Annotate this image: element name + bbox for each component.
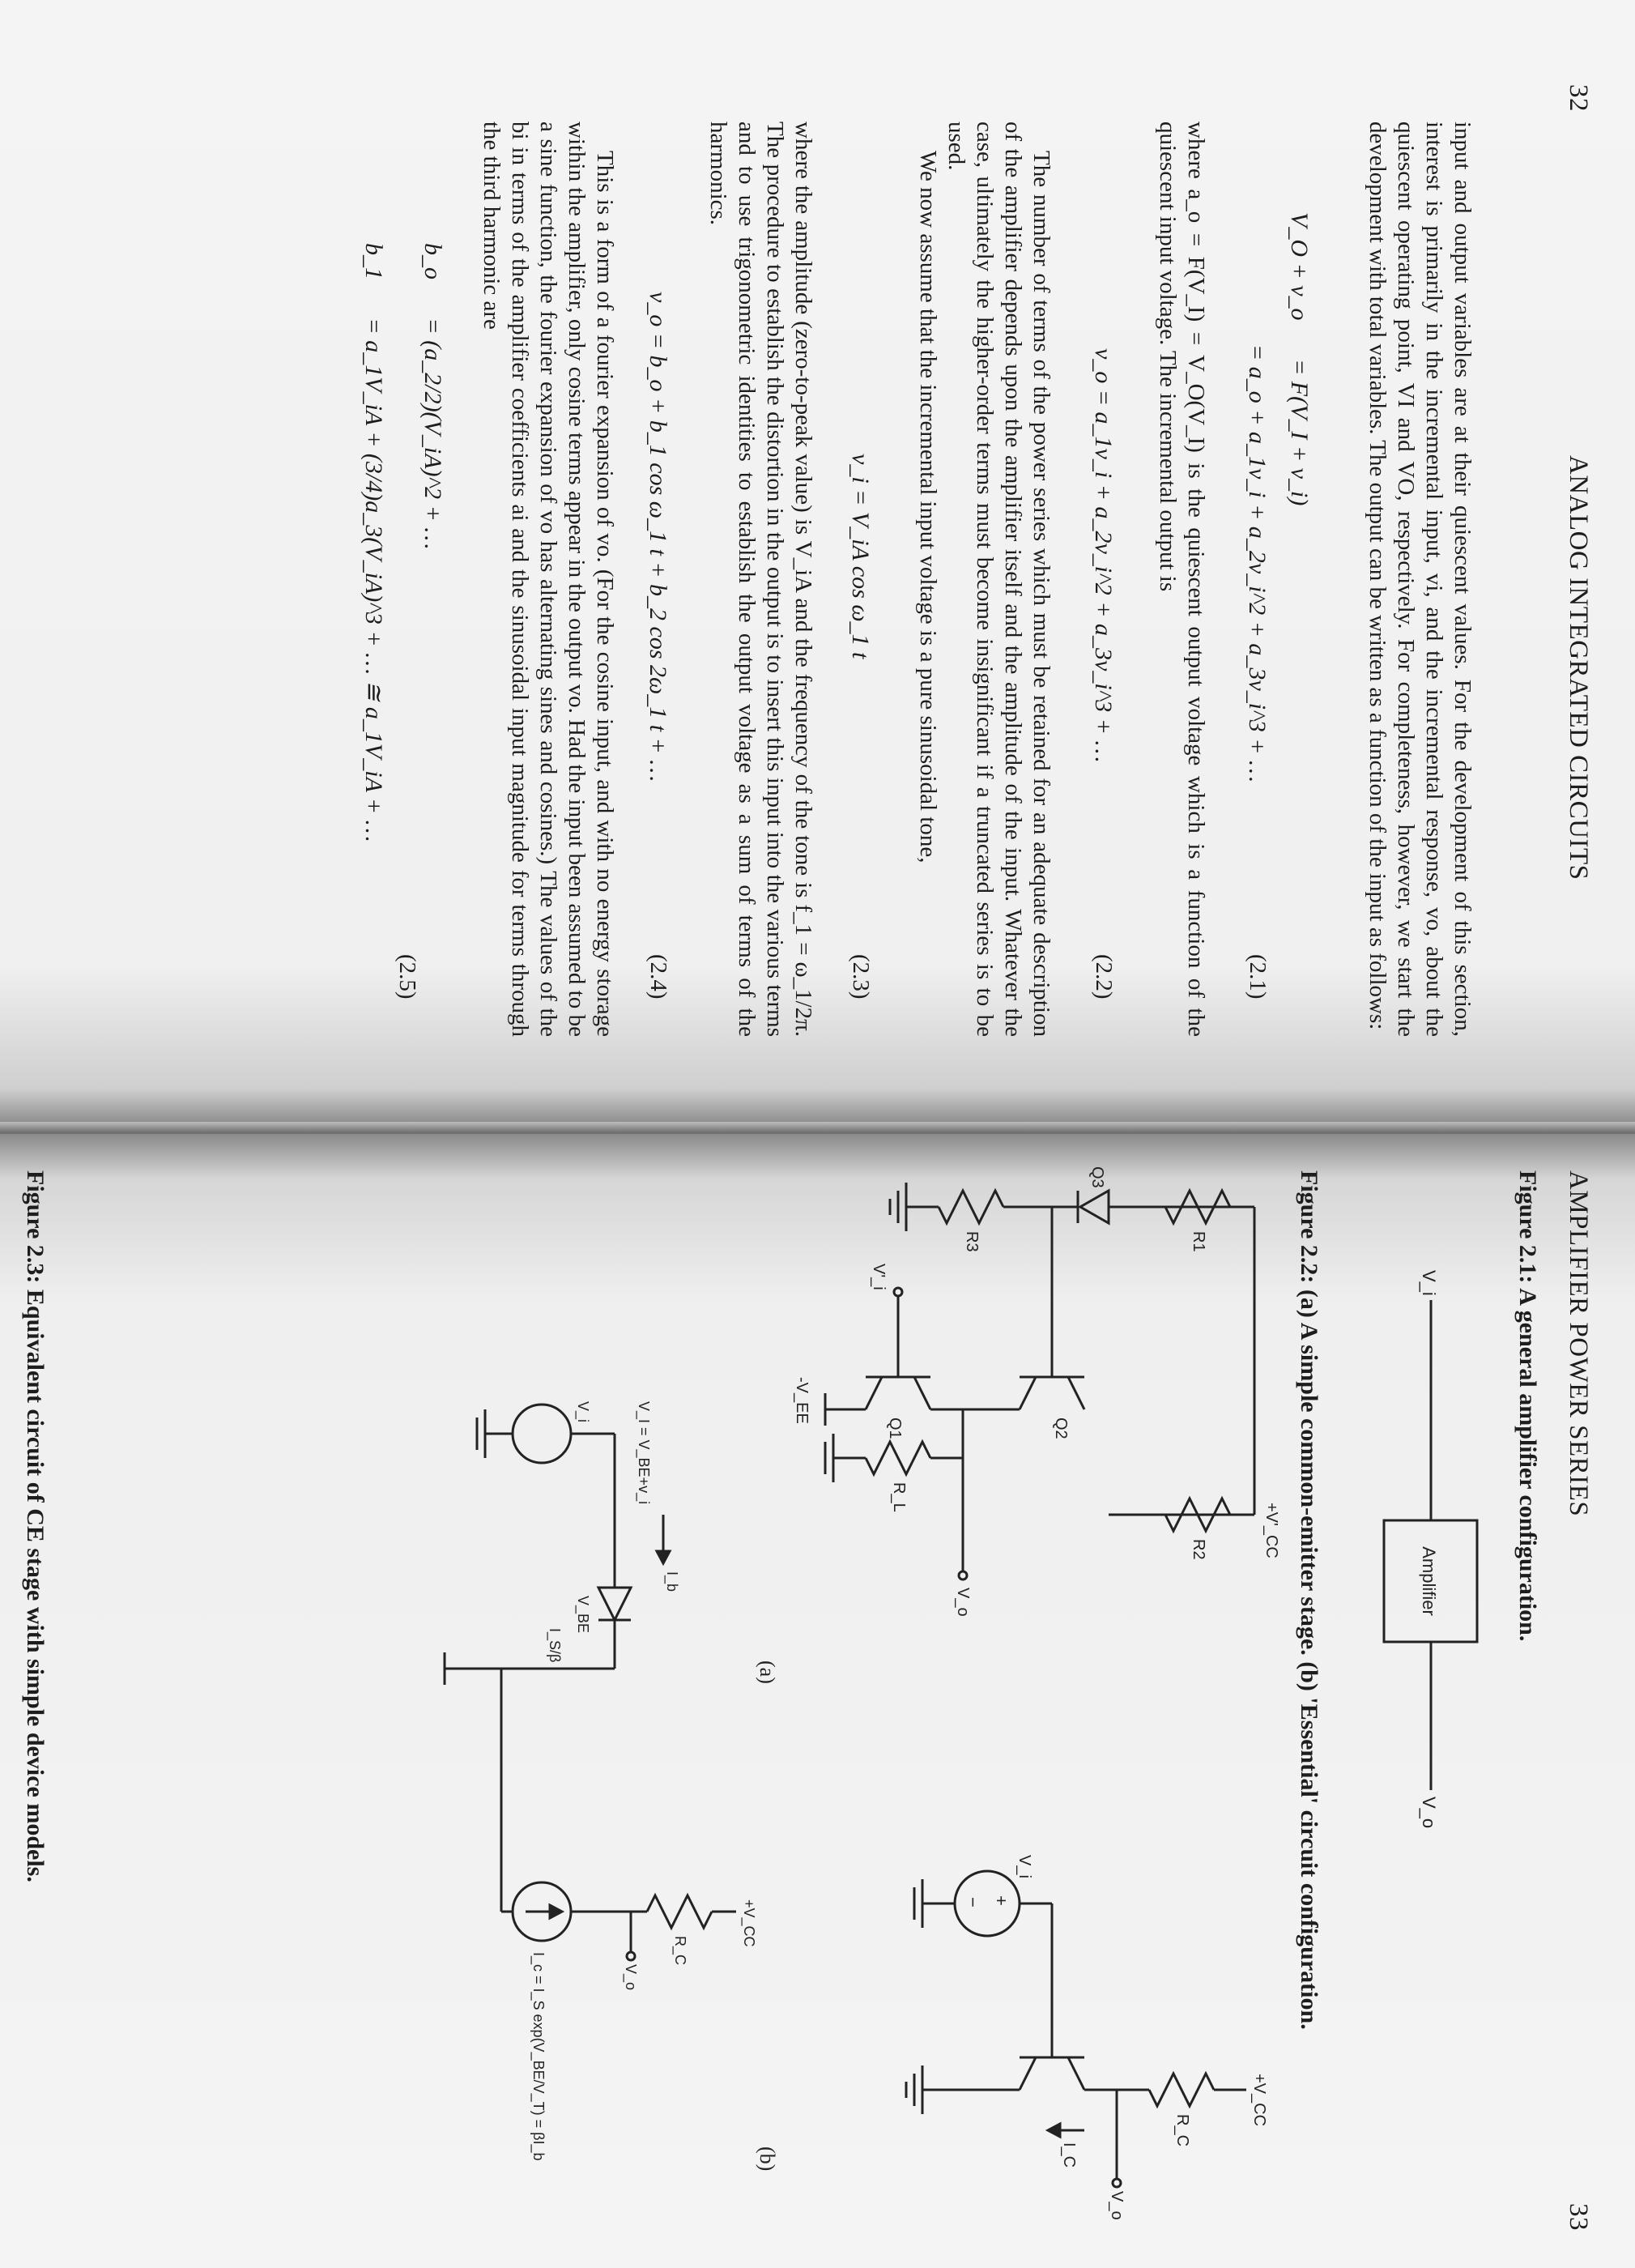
equation-2-5-line2 bbox=[360, 243, 388, 842]
equation-number-2-5: (2.5) bbox=[394, 954, 420, 1000]
fig3-label-is-beta: I_S/β bbox=[547, 1628, 563, 1663]
eq-2-1-lhs: V_O + v_o bbox=[1286, 212, 1313, 321]
fig2a-q3-diode bbox=[1080, 1191, 1109, 1223]
fig3-label-vcc: +V_CC bbox=[741, 1899, 757, 1947]
paragraph-1 bbox=[1363, 122, 1476, 1037]
fig2b-label-vcc: +V_CC bbox=[1250, 2074, 1268, 2127]
paragraph-5-text: where the amplitude (zero-to-peak value) is V_iA and the frequency of the tone is f_1 = ω_1/2π. The procedure to establish the distortion in the output is to insert this input into the various terms and to use trigonometric identities to establish the output voltage as a sum of terms of the harmonics. bbox=[705, 122, 816, 1037]
fig3-vo-terminal bbox=[627, 1952, 635, 1960]
fig1-block-label: Amplifier bbox=[1419, 1546, 1439, 1616]
figure-2-3-diagram bbox=[445, 1405, 736, 1960]
fig2b-label-vi: V_i bbox=[1015, 1855, 1033, 1878]
fig2b-bjt-collector bbox=[1068, 2057, 1084, 2090]
paragraph-3-text: The number of terms of the power series which must be retained for an adequate description of the amplifier depends upon the amplifier itself and the amplitude of the input. Whatever the case, ultimately the higher-order terms must become insignificant if a truncated series is to be used. bbox=[943, 122, 1054, 1037]
eq-2-5-b0-rhs: = (a_2/2)(V_iA)^2 + … bbox=[419, 318, 446, 550]
fig2a-label-r3: R3 bbox=[963, 1231, 981, 1252]
paragraph-3 bbox=[913, 122, 1055, 1037]
fig2b-ic-arrowhead bbox=[1048, 2124, 1060, 2137]
equation-2-5-line1 bbox=[419, 243, 446, 549]
fig3-label-vi-total: V_I = V_BE+v_i bbox=[636, 1401, 652, 1505]
fig3-label-rc: R_C bbox=[672, 1936, 688, 1966]
fig3-input-source bbox=[513, 1405, 571, 1463]
fig2b-label-ic: I_C bbox=[1060, 2142, 1078, 2168]
page-number-left: 32 bbox=[1564, 84, 1593, 112]
fig3-ib-arrowhead bbox=[657, 1551, 670, 1563]
fig2a-label-vee: -V_EE bbox=[793, 1377, 811, 1424]
equation-number-2-2: (2.2) bbox=[1091, 954, 1117, 1000]
fig2a-label-vcc: +V'_CC bbox=[1262, 1503, 1280, 1558]
equation-number-2-1: (2.1) bbox=[1245, 954, 1271, 1000]
fig2a-sublabel: (a) bbox=[756, 1660, 779, 1684]
equation-2-3: v_i = V_iA cos ω_1 t bbox=[847, 454, 874, 659]
fig3-label-ic-eq: I_c = I_S exp(V_BE/V_T) = βI_b bbox=[530, 1952, 547, 2161]
fig2b-label-rc: R_C bbox=[1173, 2114, 1191, 2147]
eq-2-1-rhs: = F(V_I + v_i) bbox=[1286, 359, 1313, 506]
equation-2-2: v_o = a_1v_i + a_2v_i^2 + a_3v_i^3 + … bbox=[1090, 348, 1117, 763]
equation-number-2-3: (2.3) bbox=[848, 954, 874, 1000]
fig3-current-arrowhead bbox=[550, 1905, 562, 1918]
fig2b-vo-terminal bbox=[1113, 2179, 1121, 2187]
fig3-rc-resistor bbox=[647, 1895, 712, 1928]
fig2b-source-plus: + bbox=[991, 1895, 1011, 1906]
equation-2-1-line1 bbox=[1285, 212, 1313, 505]
figures-canvas bbox=[0, 1134, 1635, 2268]
fig2a-label-q1: Q1 bbox=[886, 1418, 904, 1439]
equation-2-4: v_o = b_o + b_1 cos ω_1 t + b_2 cos 2ω_1 t + … bbox=[645, 292, 671, 782]
running-head-left: ANALOG INTEGRATED CIRCUITS bbox=[1564, 455, 1593, 880]
paragraph-6-text: This is a form of a fourier expansion of vo. (For the cosine input, and with no energy storage within the amplifier, only cosine terms appear in the output vo. Had the input been assumed to be a sine function, the fourier expansion of vo has alternating sines and cosines.) The values of the bi in terms of the amplifier coefficients ai and the sinusoidal input magnitude for terms through the third harmonic are bbox=[479, 122, 618, 1037]
fig2a-q2-collector bbox=[1020, 1377, 1036, 1409]
equation-2-1-line2: = a_o + a_1v_i + a_2v_i^2 + a_3v_i^3 + … bbox=[1244, 344, 1271, 782]
figure-2-3-labels bbox=[530, 1401, 757, 2160]
figure-2-2a-labels bbox=[793, 1166, 1280, 1617]
eq-2-5-b0: b_o bbox=[419, 243, 446, 279]
fig2a-label-q2: Q2 bbox=[1052, 1418, 1070, 1439]
fig2a-q2-emitter bbox=[1068, 1377, 1084, 1409]
equation-number-2-4: (2.4) bbox=[645, 954, 671, 1000]
fig3-label-vbe: V_BE bbox=[575, 1596, 591, 1634]
fig2a-vo-terminal bbox=[959, 1571, 967, 1580]
fig3-label-vo: V_o bbox=[623, 1964, 639, 1991]
eq-2-5-b1-rhs: = a_1V_iA + (3/4)a_3(V_iA)^3 + … ≅ a_1V_iA + … bbox=[360, 318, 387, 842]
paragraph-4-text: We now assume that the incremental input voltage is a pure sinusoidal tone, bbox=[915, 151, 941, 863]
fig2a-rl-resistor bbox=[866, 1442, 930, 1474]
fig2b-bjt-emitter bbox=[1020, 2057, 1036, 2090]
fig2a-label-vi: V'_i bbox=[870, 1264, 888, 1290]
figure-2-1-caption: Figure 2.1: A general amplifier configuration. bbox=[1514, 1170, 1541, 1642]
paragraph-6 bbox=[477, 122, 619, 1037]
fig3-diode bbox=[598, 1588, 631, 1620]
fig2a-label-r1: R1 bbox=[1190, 1231, 1207, 1252]
fig2b-rc-resistor bbox=[1149, 2074, 1214, 2106]
figure-2-2-caption: Figure 2.2: (a) A simple common-emitter stage. (b) 'Essential' circuit configuration. bbox=[1296, 1170, 1322, 2030]
fig3-label-ib: I_b bbox=[664, 1571, 680, 1592]
fig1-output-label: V_o bbox=[1419, 1797, 1439, 1829]
fig3-label-vi: V_i bbox=[575, 1401, 591, 1423]
figure-2-1-diagram bbox=[1384, 1270, 1477, 1828]
fig2a-label-rl: R_L bbox=[890, 1482, 908, 1512]
fig2b-label-vo: V_o bbox=[1108, 2191, 1126, 2220]
fig2a-label-q3: Q3 bbox=[1088, 1166, 1106, 1188]
paragraph-2-text: where a_o = F(V_I) = V_O(V_I) is the quiescent output voltage which is a function of the quiescent input voltage. The incremental output is bbox=[1155, 122, 1209, 1037]
paragraph-1-text: input and output variables are at their quiescent values. For the development of this section, interest is primarily in the incremental input, vi, and the incremental response, vo, about the quiescent operating point, VI and VO, respectively. For completeness, however, we start the development with total variables. The output can be written as a function of the input as follows: bbox=[1365, 122, 1475, 1037]
paragraph-2 bbox=[1153, 122, 1210, 1037]
fig2a-vi-terminal bbox=[894, 1288, 902, 1296]
page-33 bbox=[0, 1134, 1635, 2268]
fig2a-label-r2: R2 bbox=[1190, 1539, 1207, 1560]
fig2a-q1-emitter bbox=[866, 1377, 882, 1409]
page-number-right: 33 bbox=[1564, 2203, 1593, 2231]
paragraph-5 bbox=[704, 122, 817, 1037]
fig2a-r3-resistor bbox=[939, 1191, 1003, 1223]
figure-2-3-caption: Figure 2.3: Equivalent circuit of CE stage with simple device models. bbox=[22, 1170, 49, 1882]
eq-2-5-b1: b_1 bbox=[360, 243, 387, 279]
fig1-input-label: V_i bbox=[1419, 1270, 1439, 1296]
fig2b-source-minus: − bbox=[963, 1897, 983, 1908]
figure-2-2b-diagram bbox=[906, 1871, 1246, 2187]
fig2a-label-vo: V_o bbox=[954, 1588, 972, 1617]
running-head-right: AMPLIFIER POWER SERIES bbox=[1564, 1170, 1593, 1517]
fig2a-q1-collector bbox=[914, 1377, 930, 1409]
fig2b-sublabel: (b) bbox=[756, 2146, 779, 2172]
